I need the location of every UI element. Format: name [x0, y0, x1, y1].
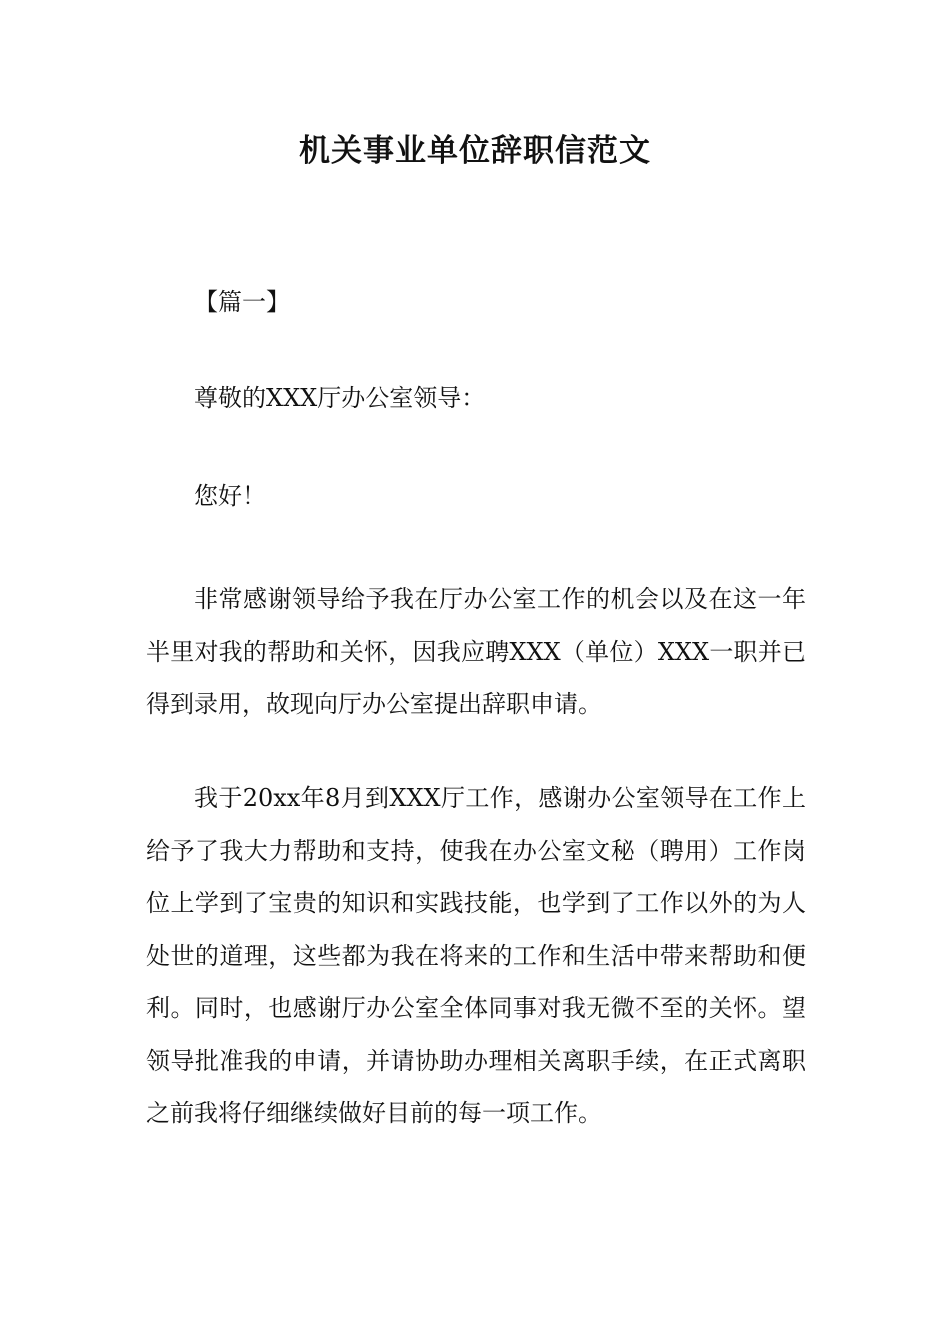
body-paragraph-2: 我于20xx年8月到XXX厅工作，感谢办公室领导在工作上给予了我大力帮助和支持，使我在办公室文秘（聘用）工作岗位上学到了宝贵的知识和实践技能，也学到了工作以外的为人处世的道理，这些都为我在将来的工作和生活中带来帮助和便利。同时，也感谢厅办公室全体同事对我无微不至的关怀。望领导批准我的申请，并请协助办理相关离职手续，在正式离职之前我将仔细继续做好目前的每一项工作。	[146, 784, 806, 1127]
document-title: 机关事业单位辞职信范文	[299, 133, 651, 169]
section-heading: 【篇一】	[194, 288, 290, 316]
body-paragraph-1: 非常感谢领导给予我在厅办公室工作的机会以及在这一年半里对我的帮助和关怀，因我应聘XXX（单位）XXX一职并已得到录用，故现向厅办公室提出辞职申请。	[146, 585, 806, 718]
letter-greeting: 您好！	[194, 482, 266, 510]
letter-salutation: 尊敬的XXX厅办公室领导：	[194, 384, 486, 412]
